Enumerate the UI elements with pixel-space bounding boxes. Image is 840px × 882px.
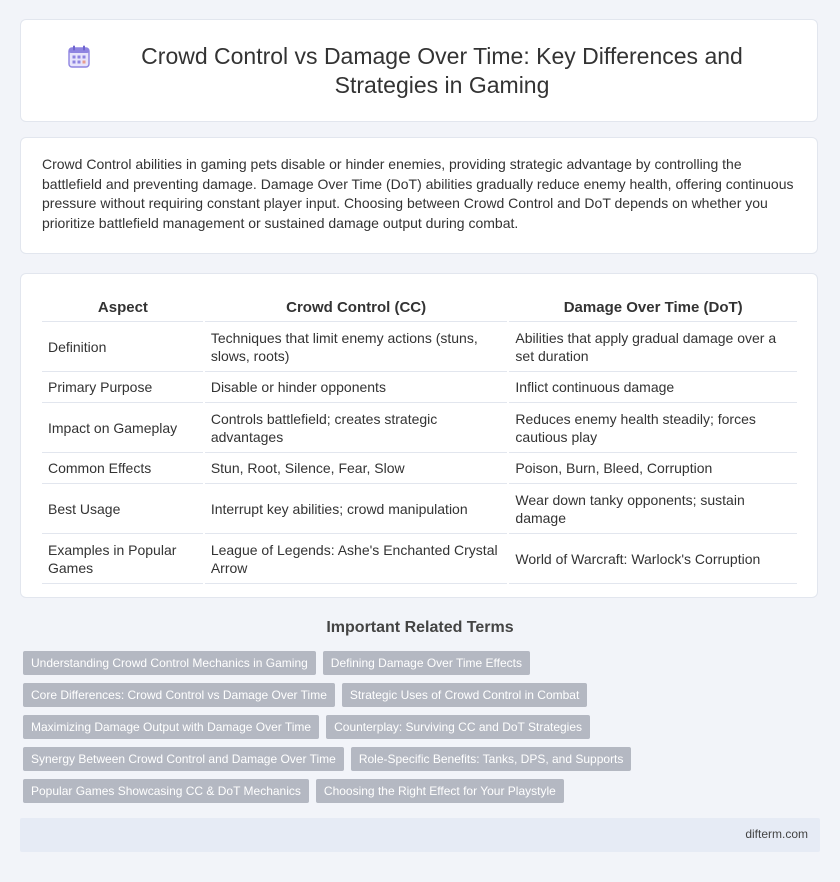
related-term-tag[interactable]: Counterplay: Surviving CC and DoT Strategies [326,715,590,739]
row-cc-value: League of Legends: Ashe's Enchanted Crystal Arrow [204,534,509,584]
row-dot-value: Inflict continuous damage [508,372,798,403]
related-term-tag[interactable]: Choosing the Right Effect for Your Playstyle [316,779,564,803]
intro-paragraph: Crowd Control abilities in gaming pets disable or hinder enemies, providing strategic advantage by controlling the battlefield and preventing damage. Damage Over Time (DoT) abilities gradually reduce enemy health, offering continuous pressure without requiring constant player input. Choosing between Crowd Control and DoT depends on whether you prioritize battlefield management or sustained damage output during combat. [42,156,794,231]
related-terms-heading: Important Related Terms [326,619,514,636]
row-cc-value: Controls battlefield; creates strategic advantages [204,403,509,453]
intro-card [20,137,818,254]
related-term-tag[interactable]: Synergy Between Crowd Control and Damage Over Time [23,747,344,771]
page-title: Crowd Control vs Damage Over Time: Key Differences and Strategies in Gaming [141,42,743,98]
title-card [20,19,818,122]
header-damage-over-time: Damage Over Time (DoT) [508,294,798,322]
row-dot-value: Abilities that apply gradual damage over a set duration [508,322,798,372]
related-term-tag[interactable]: Defining Damage Over Time Effects [323,651,530,675]
row-dot-value: Wear down tanky opponents; sustain damage [508,484,798,534]
table-row [42,372,798,403]
header-crowd-control: Crowd Control (CC) [204,294,509,322]
row-cc-value: Disable or hinder opponents [204,372,509,403]
row-cc-value: Techniques that limit enemy actions (stuns, slows, roots) [204,322,509,372]
row-aspect: Primary Purpose [42,372,204,403]
related-terms-list [23,651,823,811]
row-dot-value: Reduces enemy health steadily; forces cautious play [508,403,798,453]
table-row [42,322,798,372]
table-row [42,484,798,534]
comparison-table-card [20,273,818,598]
table-row [42,534,798,584]
calendar-icon [66,44,92,70]
header-aspect: Aspect [42,294,204,322]
related-term-tag[interactable]: Role-Specific Benefits: Tanks, DPS, and Supports [351,747,632,771]
table-row [42,453,798,484]
related-term-tag[interactable]: Maximizing Damage Output with Damage Over Time [23,715,319,739]
related-term-tag[interactable]: Understanding Crowd Control Mechanics in Gaming [23,651,316,675]
comparison-table [42,294,799,584]
row-cc-value: Stun, Root, Silence, Fear, Slow [204,453,509,484]
row-dot-value: Poison, Burn, Bleed, Corruption [508,453,798,484]
related-term-tag[interactable]: Core Differences: Crowd Control vs Damage Over Time [23,683,335,707]
row-dot-value: World of Warcraft: Warlock's Corruption [508,534,798,584]
row-aspect: Impact on Gameplay [42,403,204,453]
footer-site-link[interactable]: difterm.com [745,827,808,841]
row-aspect: Best Usage [42,484,204,534]
related-term-tag[interactable]: Strategic Uses of Crowd Control in Combat [342,683,587,707]
row-cc-value: Interrupt key abilities; crowd manipulation [204,484,509,534]
related-term-tag[interactable]: Popular Games Showcasing CC & DoT Mechanics [23,779,309,803]
footer-bar [20,818,820,852]
table-header-row [42,294,798,322]
table-row [42,403,798,453]
row-aspect: Definition [42,322,204,372]
row-aspect: Common Effects [42,453,204,484]
row-aspect: Examples in Popular Games [42,534,204,584]
